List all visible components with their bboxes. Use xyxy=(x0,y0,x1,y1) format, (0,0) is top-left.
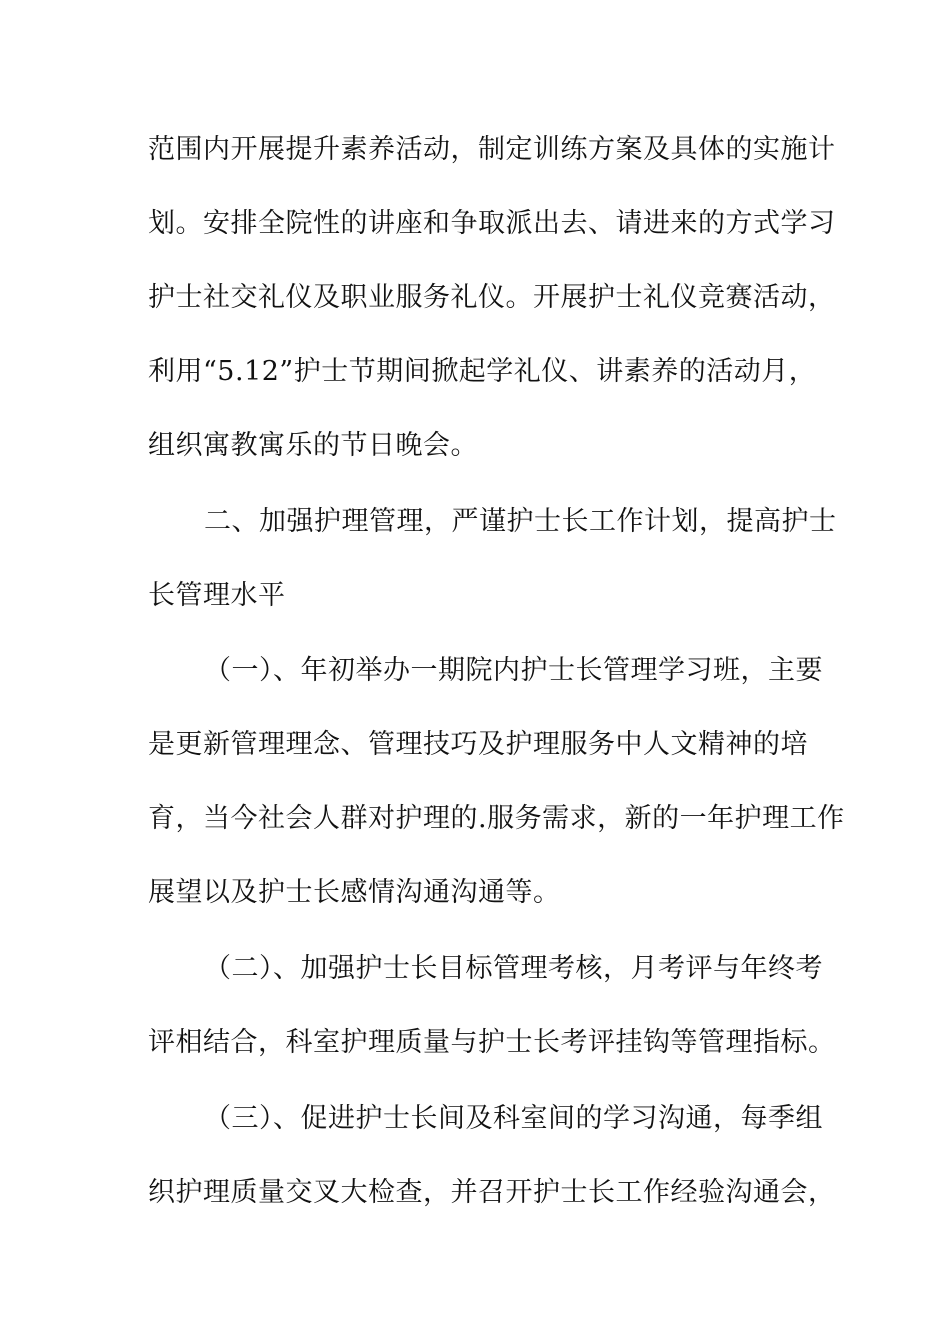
paragraph-start: （一）、年初举办一期院内护士长管理学习班，主要 xyxy=(204,655,823,686)
paragraph-start: （三）、促进护士长间及科室间的学习沟通，每季组 xyxy=(204,1103,823,1134)
text-line: 育，当今社会人群对护理的.服务需求，新的一年护理工作 xyxy=(148,803,845,834)
section-heading: 二、加强护理管理，严谨护士长工作计划，提高护士 xyxy=(204,506,837,537)
section-heading-continuation: 长管理水平 xyxy=(148,580,286,611)
text-line: 是更新管理理念、管理技巧及护理服务中人文精神的培 xyxy=(148,729,808,760)
text-line: 利用“5.12”护士节期间掀起学礼仪、讲素养的活动月， xyxy=(148,356,817,387)
text-line: 织护理质量交叉大检查，并召开护士长工作经验沟通会， xyxy=(148,1177,836,1208)
paragraph-start: （二）、加强护士长目标管理考核，月考评与年终考 xyxy=(204,953,823,984)
text-line: 划。安排全院性的讲座和争取派出去、请进来的方式学习 xyxy=(148,208,836,239)
text-line: 护士社交礼仪及职业服务礼仪。开展护士礼仪竞赛活动， xyxy=(148,282,836,313)
text-line: 评相结合，科室护理质量与护士长考评挂钩等管理指标。 xyxy=(148,1027,836,1058)
text-line: 组织寓教寓乐的节日晚会。 xyxy=(148,430,478,461)
text-line: 展望以及护士长感情沟通沟通等。 xyxy=(148,877,561,908)
text-line: 范围内开展提升素养活动，制定训练方案及具体的实施计 xyxy=(148,134,836,165)
